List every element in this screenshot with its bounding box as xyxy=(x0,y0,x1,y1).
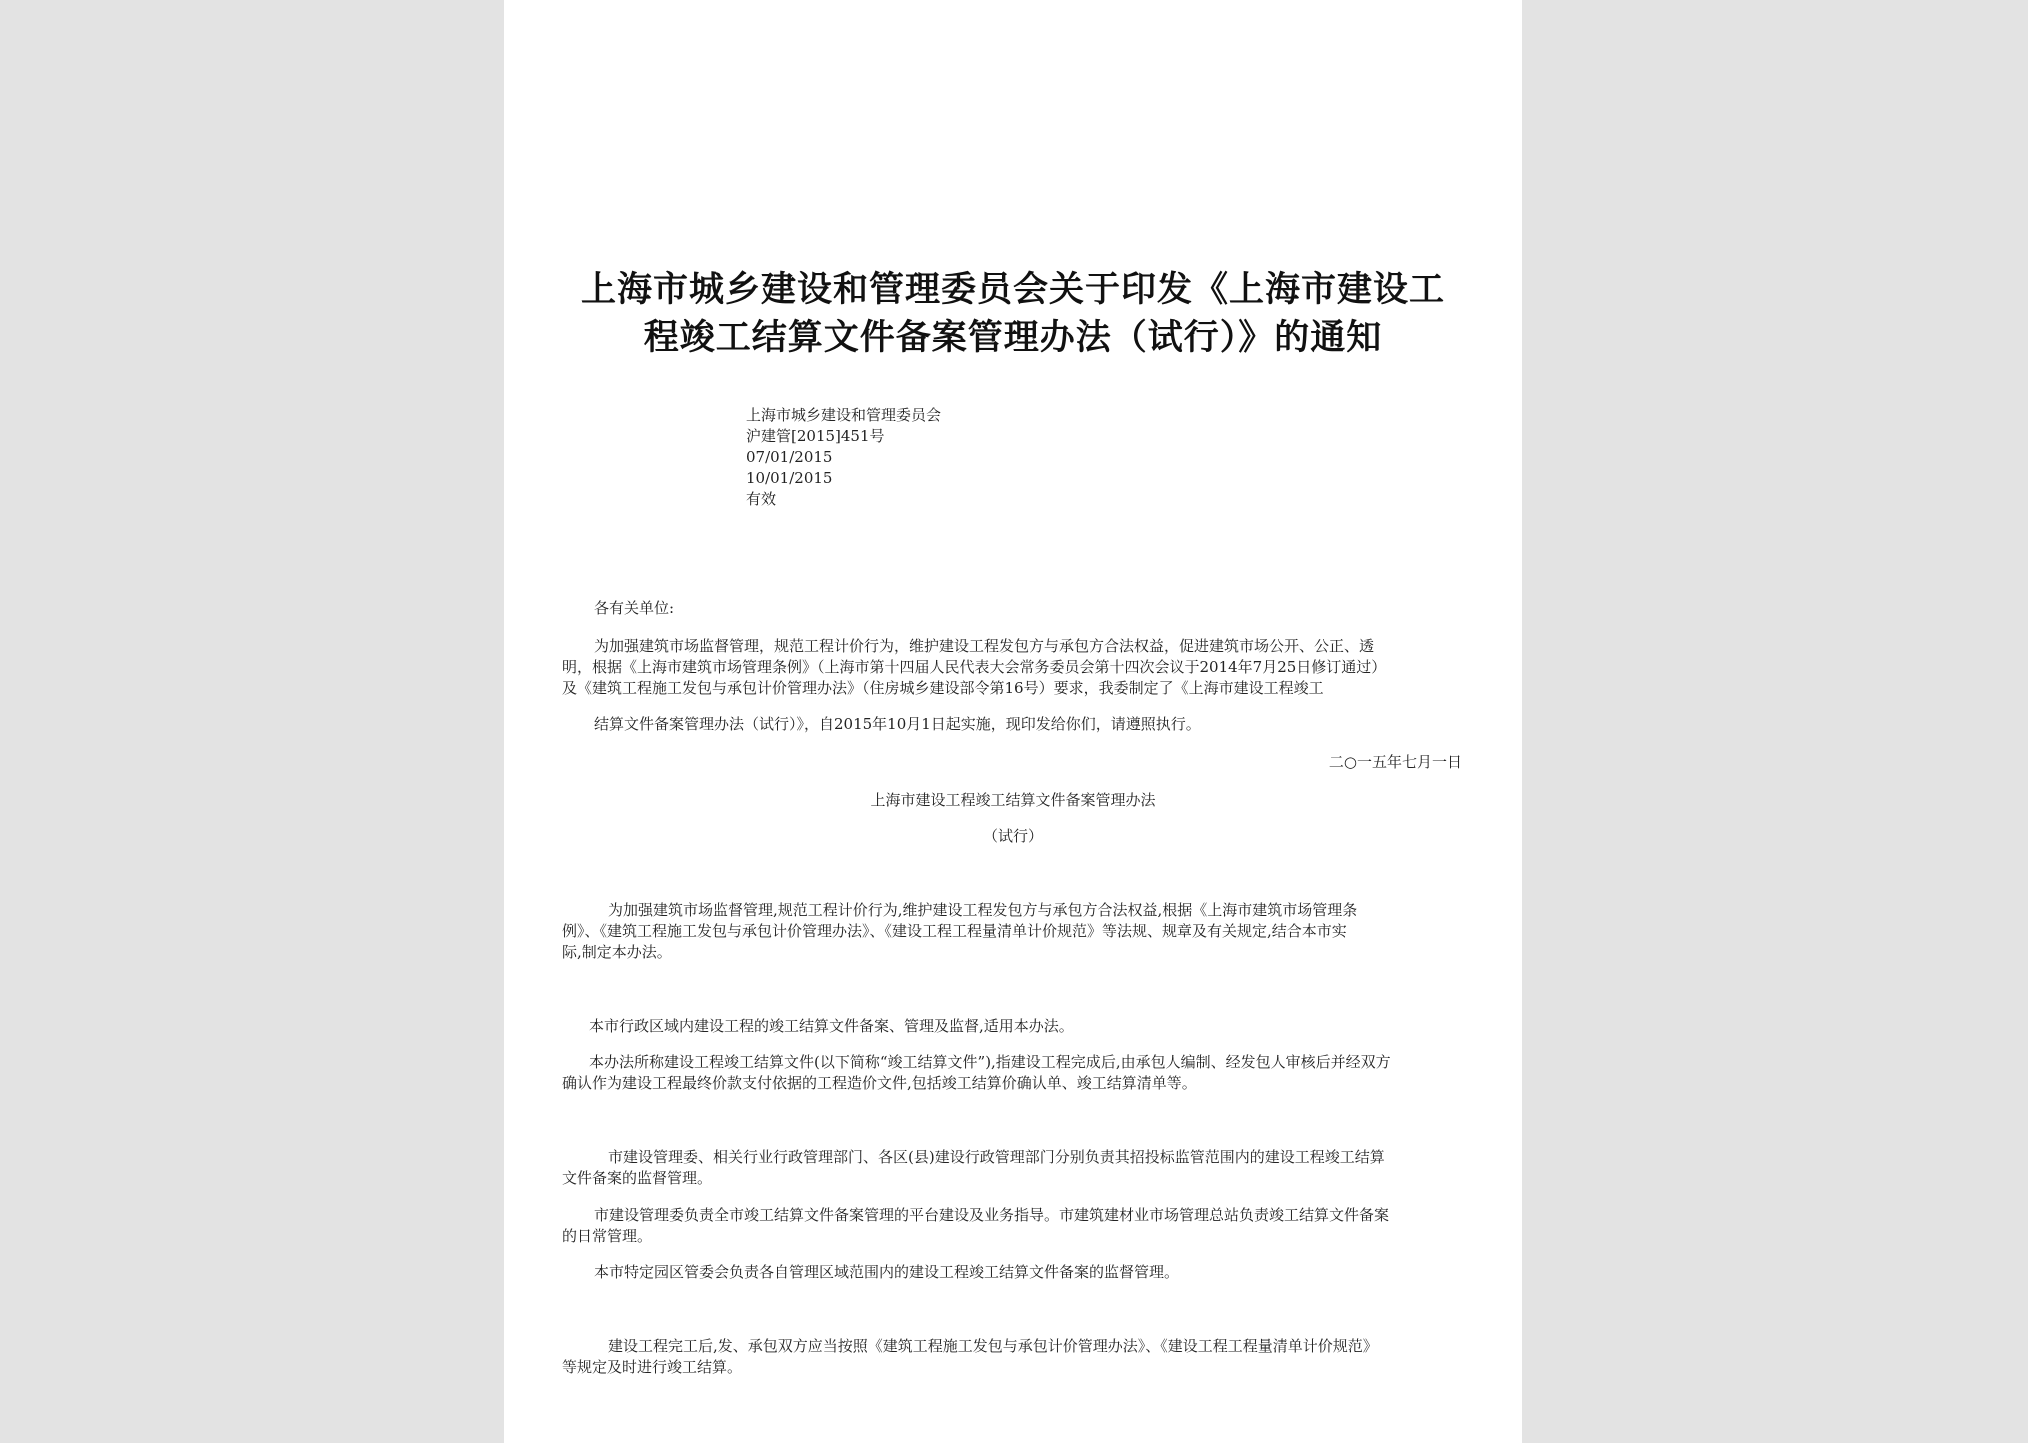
article-4-line-2: 文件备案的监督管理。 xyxy=(562,1169,713,1187)
article-5-line-1: 市建设管理委负责全市竣工结算文件备案管理的平台建设及业务指导。市建筑建材业市场管理总站负责竣工结算文件备案 xyxy=(594,1206,1390,1224)
meta-effective-date: 10/01/2015 xyxy=(746,469,833,487)
article-1-line-3: 际,制定本办法。 xyxy=(562,943,672,961)
notice-paragraph-1-line-2: 明，根据《上海市建筑市场管理条例》（上海市第十四届人民代表大会常务委员会第十四次会议于2014年7月25日修订通过） xyxy=(562,658,1387,676)
article-3-line-1: 本办法所称建设工程竣工结算文件(以下简称“竣工结算文件”),指建设工程完成后,由承包人编制、经发包人审核后并经双方 xyxy=(589,1053,1391,1071)
notice-paragraph-1-line-3: 及《建筑工程施工发包与承包计价管理办法》（住房城乡建设部令第16号）要求，我委制定了《上海市建设工程竣工 xyxy=(562,679,1324,697)
document-page xyxy=(504,0,1522,1443)
measures-subtitle: （试行） xyxy=(982,827,1043,845)
article-2: 本市行政区域内建设工程的竣工结算文件备案、管理及监督,适用本办法。 xyxy=(589,1017,1074,1035)
salutation: 各有关单位: xyxy=(594,599,675,617)
article-7-line-1: 建设工程完工后,发、承包双方应当按照《建筑工程施工发包与承包计价管理办法》、《建设工程工程量清单计价规范》 xyxy=(608,1337,1378,1355)
document-title-line-1: 上海市城乡建设和管理委员会关于印发《上海市建设工 xyxy=(580,269,1445,310)
measures-title: 上海市建设工程竣工结算文件备案管理办法 xyxy=(870,791,1156,809)
meta-issuer: 上海市城乡建设和管理委员会 xyxy=(746,406,942,424)
meta-issue-date: 07/01/2015 xyxy=(746,448,833,466)
document-title-line-2: 程竣工结算文件备案管理办法（试行）》的通知 xyxy=(643,317,1383,358)
article-5-line-2: 的日常管理。 xyxy=(562,1227,653,1245)
notice-paragraph-1-line-1: 为加强建筑市场监督管理，规范工程计价行为，维护建设工程发包方与承包方合法权益，促进建筑市场公开、公正、透 xyxy=(594,637,1375,655)
article-1-line-2: 例》、《建筑工程施工发包与承包计价管理办法》、《建设工程工程量清单计价规范》等法规、规章及有关规定,结合本市实 xyxy=(562,922,1347,940)
notice-date: 二○一五年七月一日 xyxy=(1328,753,1462,771)
article-3-line-2: 确认作为建设工程最终价款支付依据的工程造价文件,包括竣工结算价确认单、竣工结算清单等。 xyxy=(562,1074,1197,1092)
article-7-line-2: 等规定及时进行竣工结算。 xyxy=(562,1358,743,1376)
article-6: 本市特定园区管委会负责各自管理区域范围内的建设工程竣工结算文件备案的监督管理。 xyxy=(594,1263,1180,1281)
article-1-line-1: 为加强建筑市场监督管理,规范工程计价行为,维护建设工程发包方与承包方合法权益,根据《上海市建筑市场管理条 xyxy=(608,901,1358,919)
meta-doc-number: 沪建管[2015]451号 xyxy=(746,427,885,445)
notice-paragraph-2: 结算文件备案管理办法（试行）》，自2015年10月1日起实施，现印发给你们，请遵照执行。 xyxy=(594,715,1201,733)
meta-status: 有效 xyxy=(746,490,777,508)
article-4-line-1: 市建设管理委、相关行业行政管理部门、各区(县)建设行政管理部门分别负责其招投标监管范围内的建设工程竣工结算 xyxy=(608,1148,1385,1166)
